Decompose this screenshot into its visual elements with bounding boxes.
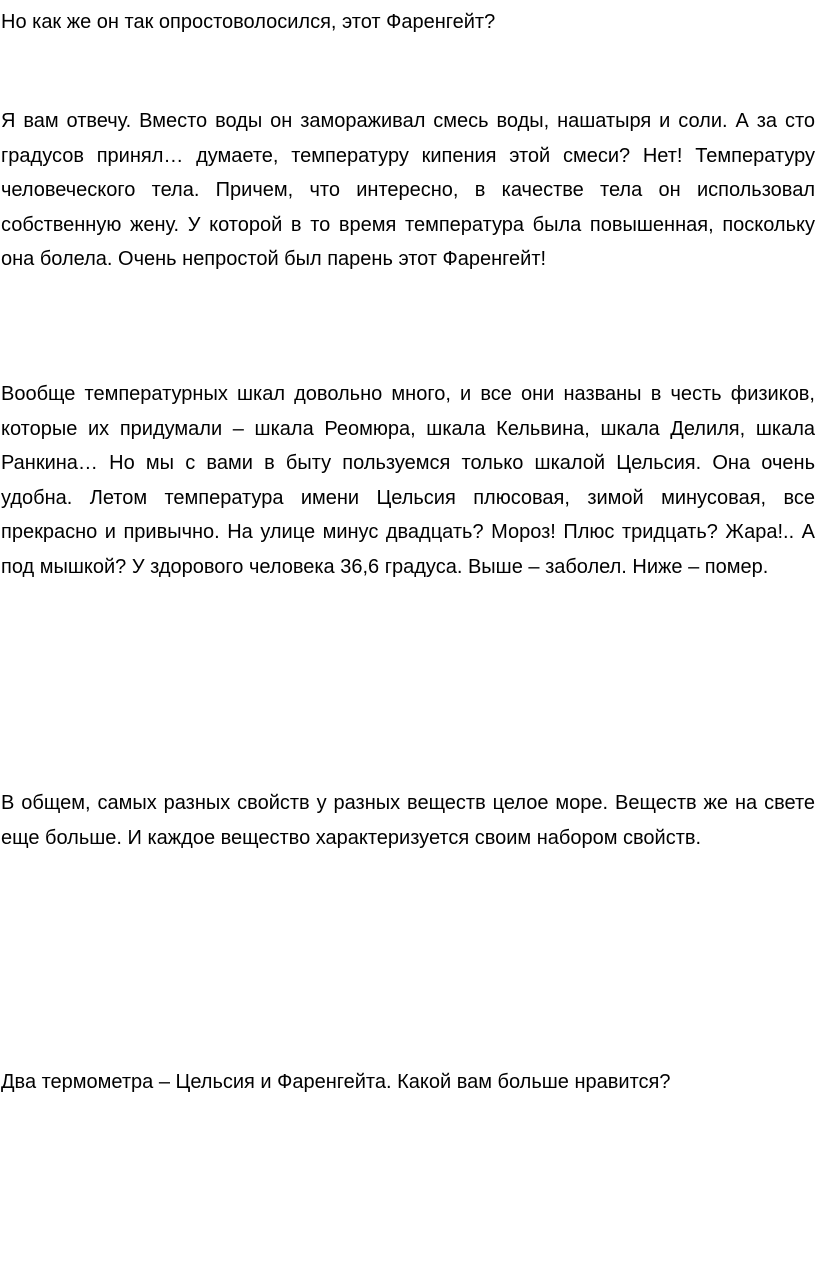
paragraph-two-thermometers: Два термометра – Цельсия и Фаренгейта. Какой вам больше нравится? (1, 1071, 671, 1093)
paragraph-temperature-scales: Вообще температурных шкал довольно много, и все они названы в честь физиков, которые их придумали – шкала Реомюра, шкала Кельвина, шкала Делиля, шкала Ранкина… Но мы с вами в быту пользуемся только шкалой Цельсия. Она очень удобна. Летом температура имени Цельсия плюсовая, зимой минусовая, все прекрасно и привычно. На улице минус двадцать? Мороз! Плюс тридцать? Жара!.. А под мышкой? У здорового человека 36,6 градуса. Выше – заболел. Ниже – помер. (1, 383, 815, 578)
paragraph-fahrenheit-explanation: Я вам отвечу. Вместо воды он замораживал смесь воды, нашатыря и соли. А за сто градусов принял… думаете, температуру кипения этой смеси? Нет! Температуру человеческого тела. Причем, что интересно, в качестве тела он использовал собственную жену. У которой в то время температура была повышенная, поскольку она болела. Очень непростой был парень этот Фаренгейт! (1, 110, 815, 271)
paragraph-fahrenheit-question: Но как же он так опростоволосился, этот Фаренгейт? (1, 11, 496, 33)
paragraph-substance-properties: В общем, самых разных свойств у разных веществ целое море. Веществ же на свете еще больше. И каждое вещество характеризуется своим набором свойств. (1, 792, 815, 849)
